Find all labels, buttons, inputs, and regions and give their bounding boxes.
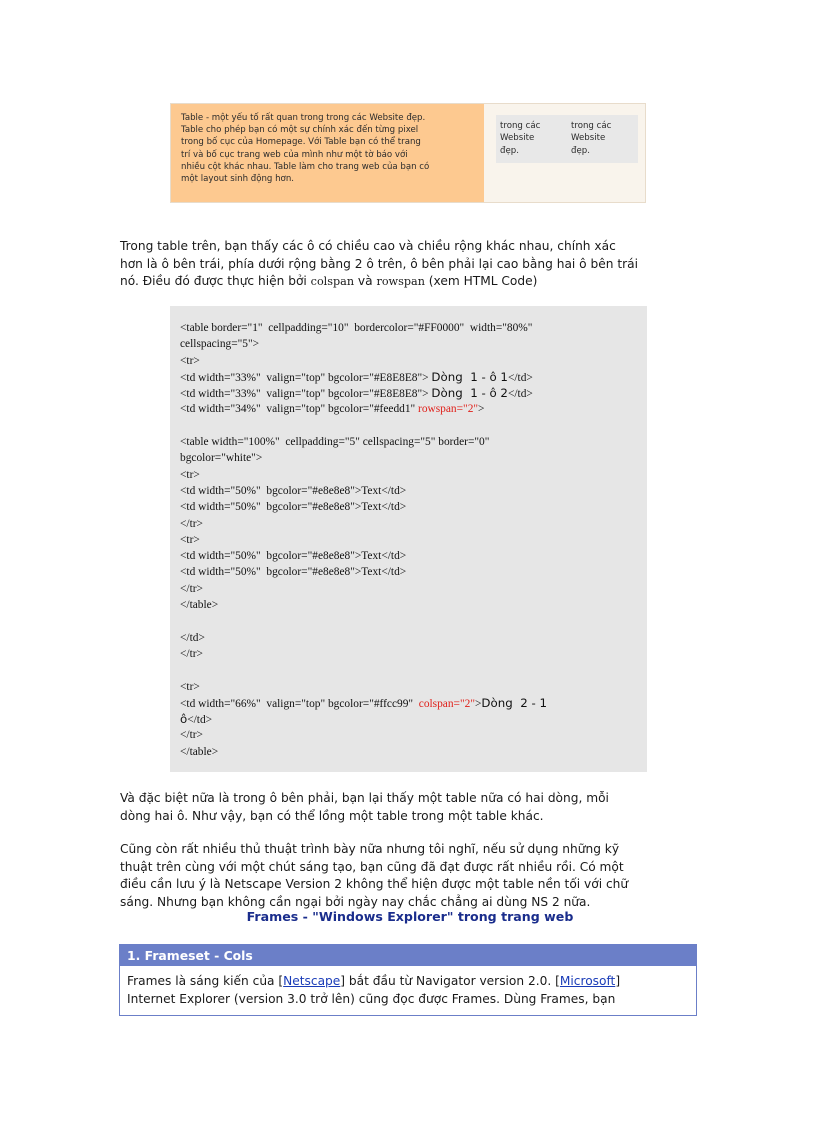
demo-left-line: một layout sinh động hơn.: [181, 174, 294, 185]
paragraph-line: điều cần lưu ý là Netscape Version 2 không thể hiện được một table nền tối với chữ: [120, 877, 629, 892]
code-line: <td width="50%" bgcolor="#e8e8e8">Text</td>: [180, 501, 407, 514]
panel-heading: 1. Frameset - Cols: [120, 945, 696, 966]
code-line: </tr>: [180, 517, 203, 530]
paragraph-line: hơn là ô bên trái, phía dưới rộng bằng 2 ô trên, ô bên phải lại cao bằng hai ô bên trái: [120, 256, 638, 271]
code-cell-text: Dòng 1 - ô 1: [431, 369, 508, 384]
code-text: <td width="33%" valign="top" bgcolor="#E8E8E8">: [180, 371, 432, 384]
code-line: bgcolor="white">: [180, 452, 263, 465]
code-line: <td width="50%" bgcolor="#e8e8e8">Text</td>: [180, 550, 407, 563]
paragraph-line: Và đặc biệt nữa là trong ô bên phải, bạn lại thấy một table nữa có hai dòng, mỗi: [120, 791, 609, 805]
keyword-colspan: colspan: [310, 275, 355, 289]
demo-left-line: Table - một yếu tố rất quan trong trong các Website đẹp.: [181, 113, 426, 123]
code-line: <tr>: [180, 533, 200, 546]
demo-inner-cell-line: đẹp.: [500, 145, 519, 156]
code-line: <tr>: [180, 680, 200, 693]
netscape-link[interactable]: Netscape: [283, 974, 341, 988]
paragraph-line: Trong table trên, bạn thấy các ô có chiều cao và chiều rộng khác nhau, chính xác: [120, 239, 616, 253]
frameset-panel: [119, 944, 697, 1016]
code-blank-line: [180, 418, 637, 434]
code-colspan-highlight: colspan="2": [418, 697, 475, 710]
demo-inner-cell-line: đẹp.: [571, 145, 590, 156]
html-code-block: [170, 306, 647, 772]
demo-inner-cell-line: Website: [500, 133, 535, 144]
demo-inner-cell-line: trong các: [500, 121, 541, 131]
code-line: <table border="1" cellpadding="10" bordercolor="#FF0000" width="80%": [180, 322, 533, 334]
code-rowspan-highlight: rowspan="2": [418, 403, 479, 416]
code-text: </td>: [187, 714, 213, 727]
code-line: <tr>: [180, 468, 200, 481]
code-line: [180, 369, 637, 385]
code-line: </tr>: [180, 729, 203, 742]
paragraph-text: nó. Điều đó được thực hiện bởi: [120, 274, 311, 289]
keyword-rowspan: rowspan: [376, 275, 425, 289]
code-cell-text: Dòng 2 - 1: [481, 695, 547, 710]
panel-text: ]: [615, 974, 621, 988]
code-text: <td width="66%" valign="top" bgcolor="#ffcc99": [180, 697, 419, 710]
panel-text: Frames là sáng kiến của [: [127, 974, 284, 988]
code-line: </tr>: [180, 647, 203, 660]
code-text: <td width="34%" valign="top" bgcolor="#feedd1": [180, 403, 419, 416]
paragraph-tips: [120, 841, 700, 911]
demo-inner-cell-line: Website: [571, 133, 606, 144]
paragraph-text: và: [354, 274, 377, 289]
demo-inner-cell: [571, 120, 631, 157]
code-text: >: [474, 697, 482, 710]
panel-line: [127, 972, 689, 990]
code-line: </td>: [180, 631, 205, 644]
code-cell-text: ô: [180, 712, 188, 727]
code-line: <td width="50%" bgcolor="#e8e8e8">Text</td>: [180, 484, 407, 497]
code-line: [180, 385, 637, 401]
code-line: <td width="50%" bgcolor="#e8e8e8">Text</td>: [180, 566, 407, 579]
demo-left-line: trí và bố cục trang web của mình như một tờ báo với: [181, 149, 408, 160]
demo-left-cell: [171, 104, 484, 202]
code-text: >: [478, 403, 485, 416]
panel-line: Internet Explorer (version 3.0 trở lên) cũng đọc được Frames. Dùng Frames, bạn: [127, 992, 616, 1006]
demo-inner-cell: [500, 120, 560, 157]
code-blank-line: [180, 613, 637, 629]
demo-table-image: [170, 103, 646, 203]
code-line: [180, 401, 637, 417]
code-text: <td width="33%" valign="top" bgcolor="#E8E8E8">: [180, 388, 432, 401]
paragraph-line: Cũng còn rất nhiều thủ thuật trình bày nữa nhưng tôi nghĩ, nếu sử dụng những kỹ: [120, 842, 620, 856]
panel-body: [120, 966, 696, 1008]
paragraph-table-explanation: [120, 238, 700, 291]
paragraph-line: sáng. Nhưng bạn không cần ngại bởi ngày nay chắc chẳng ai dùng NS 2 nữa.: [120, 894, 591, 909]
code-line: </table>: [180, 599, 219, 612]
code-line: <tr>: [180, 354, 200, 367]
demo-left-line: Table cho phép bạn có một sự chính xác đến từng pixel: [181, 125, 419, 136]
code-line: <table width="100%" cellpadding="5" cellspacing="5" border="0": [180, 436, 490, 449]
demo-inner-cell-line: trong các: [571, 121, 612, 131]
code-line: </tr>: [180, 582, 203, 595]
paragraph-line: [120, 273, 700, 291]
code-line: [180, 695, 637, 711]
demo-inner-table: [496, 115, 638, 163]
code-text: </td>: [507, 388, 533, 401]
demo-left-line: nhiều cột khác nhau. Table làm cho trang web của bạn có: [181, 161, 430, 172]
paragraph-line: dòng hai ô. Như vậy, bạn có thể lồng một table trong một table khác.: [120, 808, 544, 823]
code-text: </td>: [507, 371, 533, 384]
paragraph-nested-table: [120, 790, 700, 825]
code-line: [180, 711, 637, 727]
paragraph-text: (xem HTML Code): [424, 274, 538, 289]
paragraph-line: thuật trên cùng với một chút sáng tạo, bạn cũng đã đạt được rất nhiều rồi. Có một: [120, 859, 624, 874]
frames-section-title: Frames - "Windows Explorer" trong trang web: [246, 909, 574, 924]
microsoft-link[interactable]: Microsoft: [559, 974, 616, 988]
code-line: cellspacing="5">: [180, 338, 260, 351]
code-line: </table>: [180, 745, 219, 758]
panel-text: ] bắt đầu từ Navigator version 2.0. [: [340, 974, 560, 988]
code-cell-text: Dòng 1 - ô 2: [431, 386, 508, 401]
code-blank-line: [180, 662, 637, 678]
demo-left-line: trong bố cục của Homepage. Với Table bạn có thể trang: [181, 137, 421, 148]
